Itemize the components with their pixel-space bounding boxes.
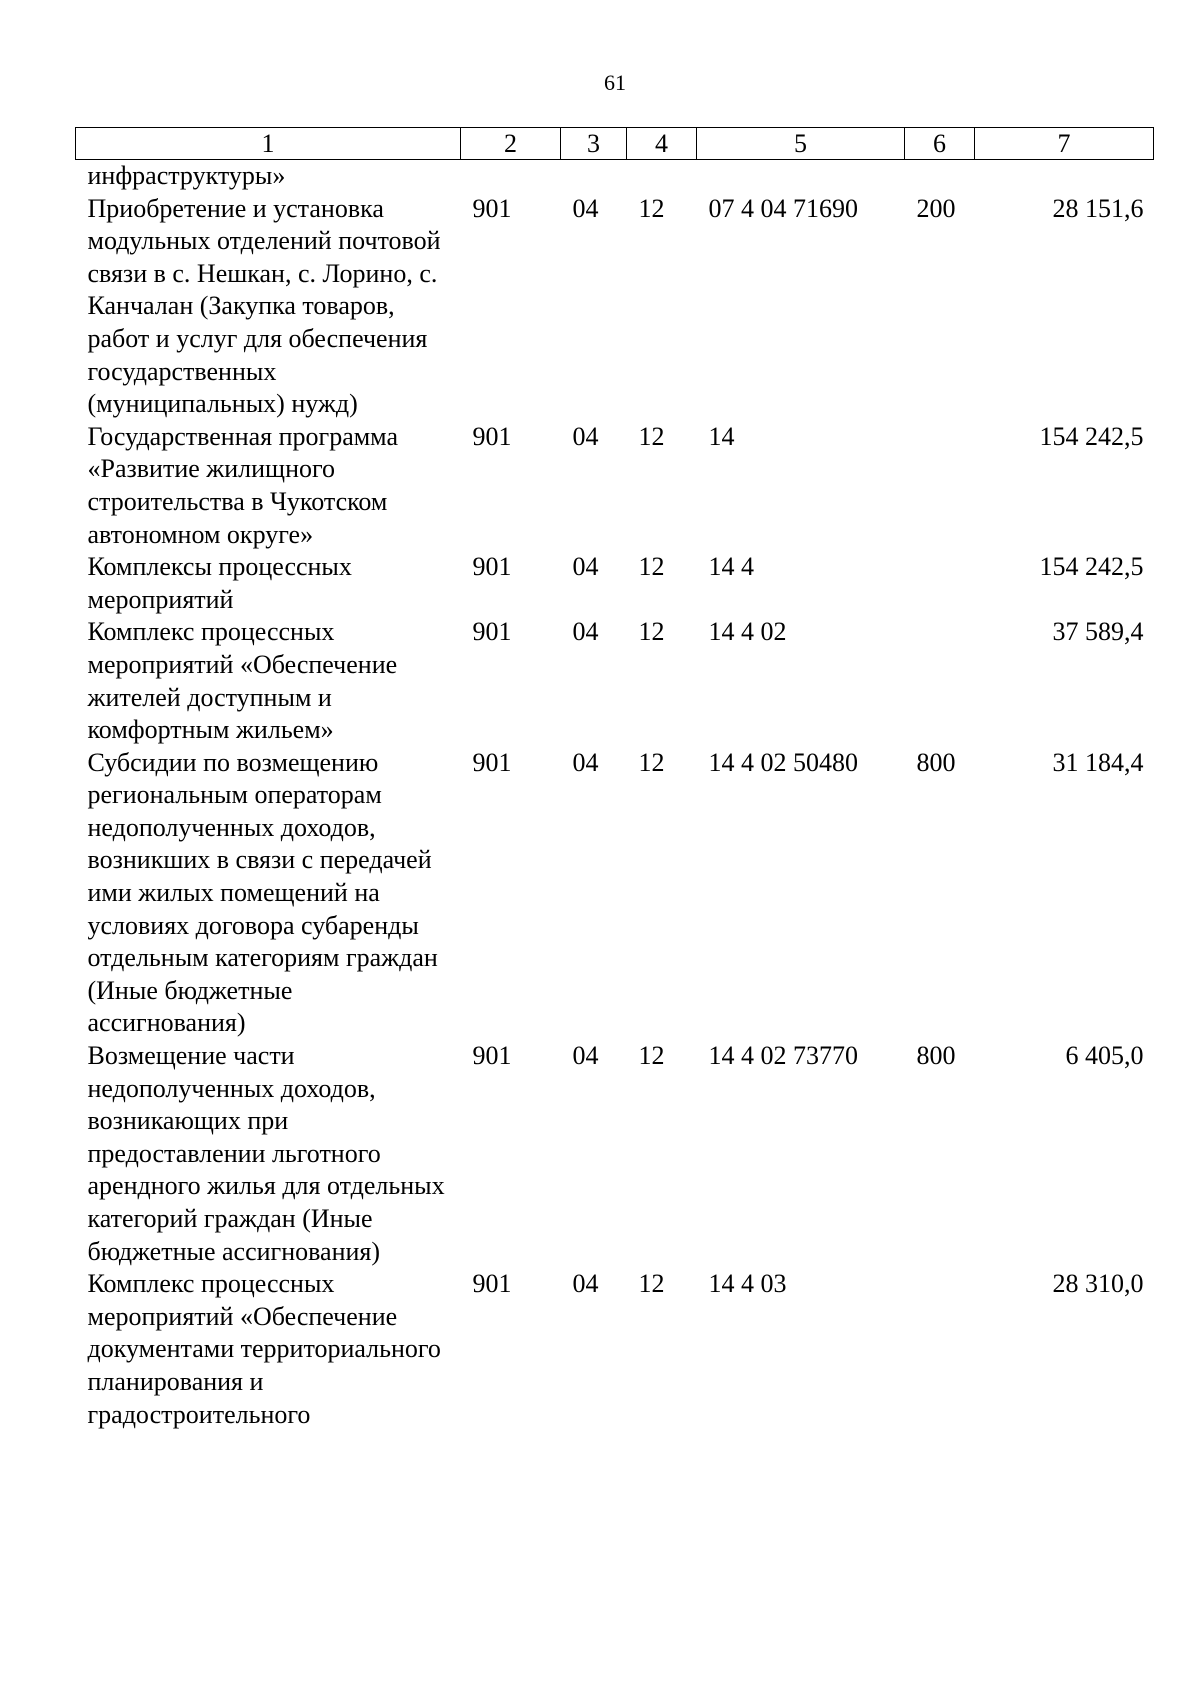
table-row bbox=[76, 1040, 1154, 1268]
target-article-code: 14 4 02 bbox=[708, 617, 787, 647]
subsection-code: 12 bbox=[638, 552, 665, 582]
budget-table bbox=[75, 127, 1154, 1431]
item-name: Комплекс процессных мероприятий «Обеспечение документами территориального планирования и градостроительного bbox=[87, 1269, 441, 1429]
expense-type-code: 200 bbox=[916, 193, 956, 223]
ministry-code: 901 bbox=[472, 1041, 512, 1071]
item-name: Субсидии по возмещению региональным операторам недополученных доходов, возникших в связи с передачей ими жилых помещений на условиях договора субаренды отдельным категориям граждан (Иные бюджетные ассигнования) bbox=[87, 747, 438, 1038]
amount: 28 151,6 bbox=[1052, 193, 1144, 223]
ministry-code: 901 bbox=[472, 552, 512, 582]
subsection-code: 12 bbox=[638, 421, 665, 451]
expense-type-code bbox=[905, 421, 975, 551]
column-header: 5 bbox=[697, 128, 905, 160]
amount: 154 242,5 bbox=[1039, 421, 1144, 451]
ministry-code: 901 bbox=[472, 1269, 512, 1299]
table-row bbox=[76, 160, 1154, 193]
expense-type-code bbox=[905, 160, 975, 193]
amount: 154 242,5 bbox=[1039, 552, 1144, 582]
item-name: Комплексы процессных мероприятий bbox=[87, 552, 352, 614]
table-row bbox=[76, 551, 1154, 616]
target-article-code: 14 4 02 50480 bbox=[708, 747, 858, 777]
amount bbox=[975, 160, 1154, 193]
amount: 31 184,4 bbox=[1052, 747, 1144, 777]
item-name: Возмещение части недополученных доходов, возникающих при предоставлении льготного арендного жилья для отдельных категорий граждан (Иные бюджетные ассигнования) bbox=[87, 1041, 445, 1266]
amount: 37 589,4 bbox=[1052, 617, 1144, 647]
section-code: 04 bbox=[572, 747, 599, 777]
ministry-code: 901 bbox=[472, 421, 512, 451]
amount: 28 310,0 bbox=[1052, 1269, 1144, 1299]
subsection-code: 12 bbox=[638, 1041, 665, 1071]
target-article-code: 14 4 02 73770 bbox=[708, 1041, 858, 1071]
item-name: Приобретение и установка модульных отделений почтовой связи в с. Нешкан, с. Лорино, с. Канчалан (Закупка товаров, работ и услуг для обеспечения государственных (муниципальных) нужд) bbox=[87, 193, 441, 419]
ministry-code: 901 bbox=[472, 747, 512, 777]
subsection-code: 12 bbox=[638, 747, 665, 777]
expense-type-code: 800 bbox=[916, 1041, 956, 1071]
section-code bbox=[561, 160, 627, 193]
section-code: 04 bbox=[572, 193, 599, 223]
column-header: 3 bbox=[561, 128, 627, 160]
subsection-code bbox=[627, 160, 697, 193]
target-article-code: 14 bbox=[708, 421, 735, 451]
ministry-code bbox=[461, 160, 561, 193]
section-code: 04 bbox=[572, 421, 599, 451]
subsection-code: 12 bbox=[638, 193, 665, 223]
expense-type-code bbox=[905, 1268, 975, 1431]
item-name: Государственная программа «Развитие жилищного строительства в Чукотском автономном округе» bbox=[87, 421, 399, 549]
target-article-code: 14 4 03 bbox=[708, 1269, 787, 1299]
column-header: 2 bbox=[461, 128, 561, 160]
item-name: Комплекс процессных мероприятий «Обеспечение жителей доступным и комфортным жильем» bbox=[87, 617, 398, 745]
table-row bbox=[76, 421, 1154, 551]
table-header-row bbox=[76, 128, 1154, 160]
table-row bbox=[76, 193, 1154, 421]
section-code: 04 bbox=[572, 617, 599, 647]
target-article-code bbox=[697, 160, 905, 193]
item-name: инфраструктуры» bbox=[87, 161, 286, 190]
column-header: 6 bbox=[905, 128, 975, 160]
expense-type-code bbox=[905, 551, 975, 616]
table-row bbox=[76, 1268, 1154, 1431]
target-article-code: 14 4 bbox=[708, 552, 754, 582]
table-row bbox=[76, 747, 1154, 1040]
amount: 6 405,0 bbox=[1065, 1041, 1144, 1071]
target-article-code: 07 4 04 71690 bbox=[708, 193, 858, 223]
ministry-code: 901 bbox=[472, 617, 512, 647]
column-header: 4 bbox=[627, 128, 697, 160]
page-number: 61 bbox=[604, 70, 626, 95]
expense-type-code bbox=[905, 616, 975, 746]
ministry-code: 901 bbox=[472, 193, 512, 223]
section-code: 04 bbox=[572, 1269, 599, 1299]
section-code: 04 bbox=[572, 552, 599, 582]
column-header: 1 bbox=[76, 128, 461, 160]
subsection-code: 12 bbox=[638, 617, 665, 647]
expense-type-code: 800 bbox=[916, 747, 956, 777]
column-header: 7 bbox=[975, 128, 1154, 160]
subsection-code: 12 bbox=[638, 1269, 665, 1299]
table-row bbox=[76, 616, 1154, 746]
section-code: 04 bbox=[572, 1041, 599, 1071]
